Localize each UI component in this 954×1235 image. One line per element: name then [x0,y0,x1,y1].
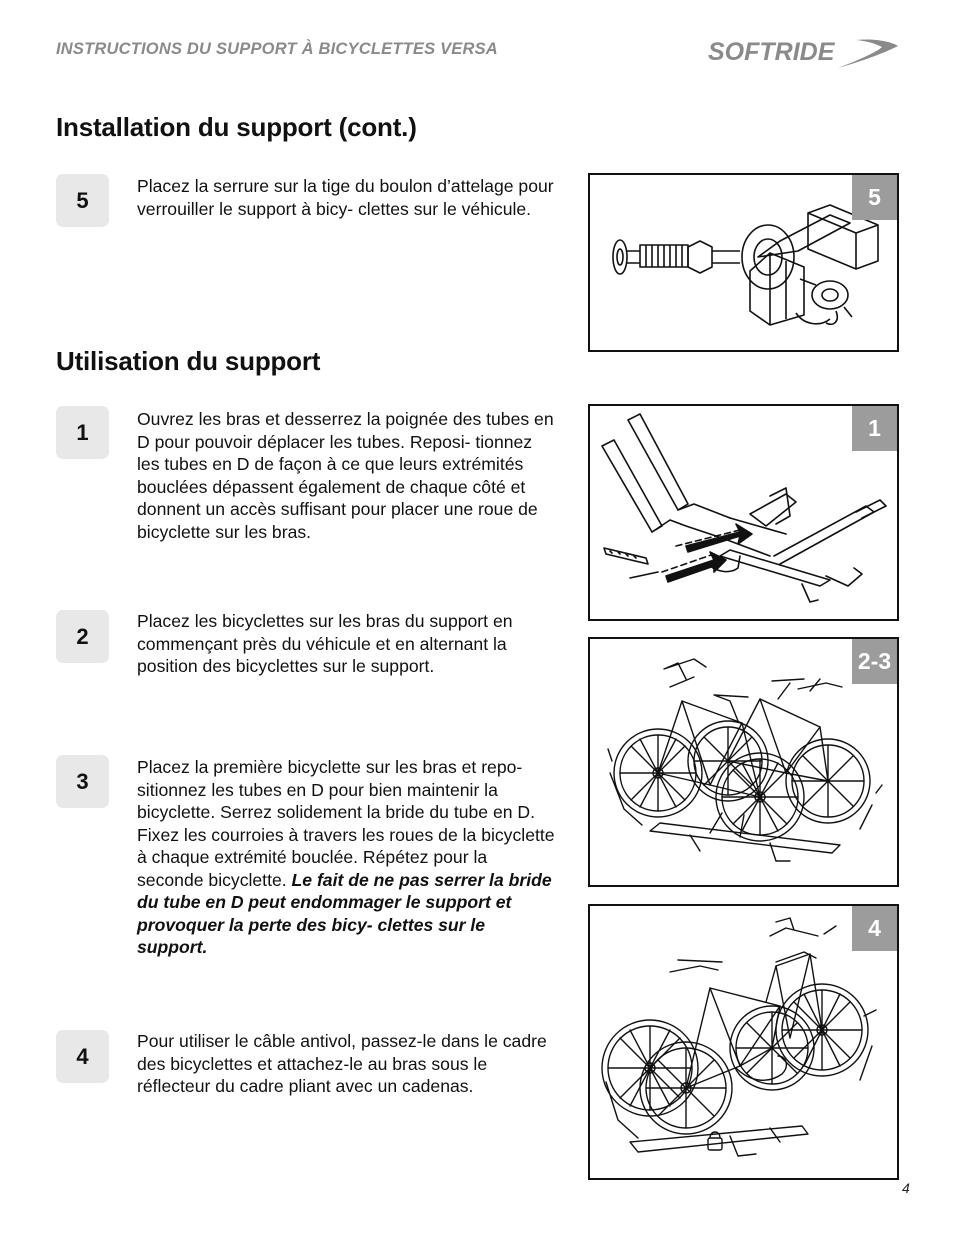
install-step-5-text: Placez la serrure sur la tige du boulon d’attelage pour verrouiller le support à bicy- clettes sur le véhicule. [137,176,554,219]
usage-step-1-number: 1 [56,406,109,459]
swoosh-icon [838,39,898,68]
figure-2-3 [588,637,899,887]
usage-step-3-number: 3 [56,755,109,808]
usage-step-3-warning: Le fait de ne pas serrer la bride du tube en D peut endommager le support et provoquer la perte des bicy- clettes sur le support. [137,869,552,957]
document-header-title: INSTRUCTIONS DU SUPPORT À BICYCLETTES VERSA [56,40,498,58]
page-number: 4 [902,1180,910,1196]
figure-5 [588,173,899,352]
figure-4 [588,904,899,1180]
figure-4-label: 4 [852,906,897,951]
two-bikes-on-rack-illustration [590,639,897,885]
hitch-lock-illustration [590,175,897,350]
usage-step-2-text: Placez les bicyclettes sur les bras du support en commençant près du véhicule et en alternant la position des bicyclettes sur le support. [137,611,513,676]
bikes-with-cable-lock-illustration [590,906,897,1178]
figure-5-label: 5 [852,175,897,220]
usage-step-4-text: Pour utiliser le câble antivol, passez-le dans le cadre des bicyclettes et attachez-le au bras sous le réflecteur du cadre pliant avec un cadenas. [137,1031,547,1096]
install-step-5-number: 5 [56,174,109,227]
figure-1-label: 1 [852,406,897,451]
figure-1 [588,404,899,621]
usage-step-1-text: Ouvrez les bras et desserrez la poignée des tubes en D pour pouvoir déplacer les tubes. Reposi- tionnez les tubes en D de façon à ce que leurs extrémités bouclées dépassent également de chaque côté et donnent un accès suffisant pour placer une roue de bicyclette sur les bras. [137,409,554,542]
usage-step-2-number: 2 [56,610,109,663]
usage-step-3-text [137,756,557,959]
usage-step-4-number: 4 [56,1030,109,1083]
softride-logo [706,34,900,70]
rack-arms-illustration [590,406,897,619]
usage-step-3-body: Placez la première bicyclette sur les bras et repo- sitionnez les tubes en D pour bien maintenir la bicyclette. Serrez solidement la bride du tube en D. Fixez les courroies à travers les roues de la bicyclette à chaque extrémité bouclée. Répétez pour la seconde bicyclette. [137,757,555,890]
figure-2-3-label: 2-3 [852,639,897,684]
logo-text: SOFTRIDE [708,38,835,66]
usage-title: Utilisation du support [56,346,321,376]
installation-title: Installation du support (cont.) [56,112,417,142]
